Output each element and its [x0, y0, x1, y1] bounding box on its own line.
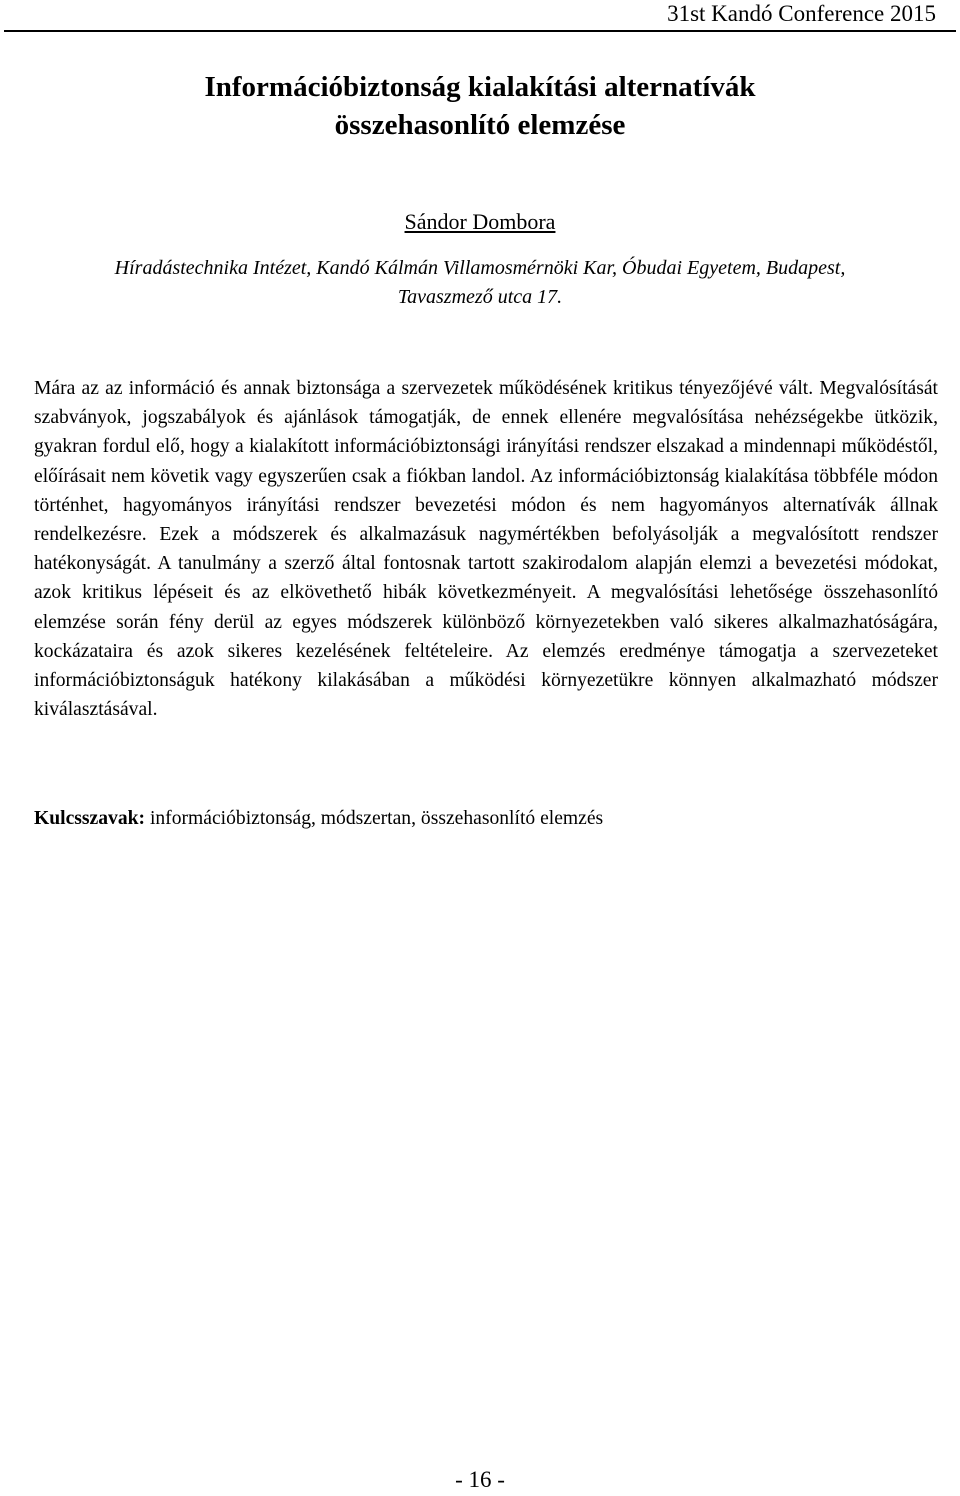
header-rule: [4, 30, 956, 32]
affiliation: [0, 254, 960, 312]
paper-title: [0, 68, 960, 144]
title-line-1: Információbiztonság kialakítási alternatívák: [204, 71, 756, 103]
keywords-list: információbiztonság, módszertan, összehasonlító elemzés: [149, 808, 604, 829]
keywords: [34, 804, 938, 833]
page-number: - 16 -: [455, 1467, 505, 1492]
keywords-label: Kulcsszavak:: [34, 808, 150, 829]
affiliation-line-2: Tavaszmező utca 17.: [397, 286, 563, 308]
abstract-text: Mára az az információ és annak biztonsága a szervezetek működésének kritikus tényezőjévé vált. Megvalósítását szabványok, jogszabályok és ajánlások támogatják, de ennek ellenére megvalósítása nehézségekbe ütközik, gyakran fordul elő, hogy a kialakított információbiztonsági irányítási rendszer elszakad a mindennapi működéstől, előírásait nem követik vagy egyszerűen csak a fiókban landol. Az információbiztonság kialakítása többféle módon történhet, hagyományos irányítási rendszer bevezetési módon és nem hagyományos alternatívák állnak rendelkezésre. Ezek a módszerek és alkalmazásuk nagymértékben befolyásolják a megvalósított rendszer hatékonyságát. A tanulmány a szerző által fontosnak tartott szakirodalom alapján elemzi a bevezetési módokat, azok kritikus lépéseit és az elkövethető hibák következményeit. A megvalósítási lehetősége összehasonlító elemzése során fény derül az egyes módszerek különböző környezetekben való sikeres alkalmazhatóságára, kockázataira és azok sikeres kezelésének feltételeire. Az elemzés eredménye támogatja a szervezeteket információbiztonságuk hatékony kilakásában a működési környezetükre könnyen alkalmazható módszer kiválasztásával.: [34, 378, 938, 721]
running-header: 31st Kandó Conference 2015: [667, 1, 936, 26]
affiliation-line-1: Híradástechnika Intézet, Kandó Kálmán Villamosmérnöki Kar, Óbudai Egyetem, Budapest,: [114, 257, 846, 279]
author-block: [0, 208, 960, 236]
title-line-2: összehasonlító elemzése: [334, 109, 626, 141]
author-name: Sándor Dombora: [404, 209, 556, 234]
